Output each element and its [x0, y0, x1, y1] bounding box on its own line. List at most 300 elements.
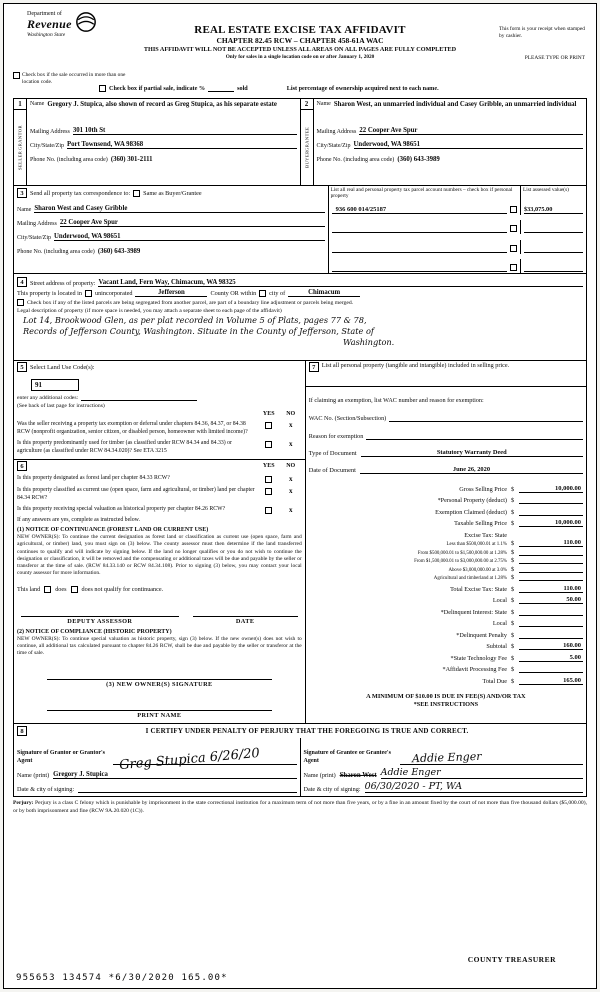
no-header: NO — [286, 463, 296, 470]
signature-grid — [14, 738, 586, 796]
grantee-print-row — [304, 766, 584, 779]
tax-row-value[interactable] — [519, 631, 583, 639]
dollar-sign: $ — [511, 620, 515, 627]
document-type-value[interactable]: Statutory Warranty Deed — [361, 449, 583, 457]
street-address-label: Street address of property: — [30, 280, 96, 287]
dollar-sign: $ — [511, 497, 515, 504]
minimum-due-line-1: A MINIMUM OF $10.00 IS DUE IN FEE(S) AND/OR TAX — [366, 692, 526, 700]
corr-phone-label: Phone No. (including area code) — [17, 249, 95, 255]
tax-row-label: Total Due — [482, 677, 507, 685]
corr-name-value[interactable]: Sharon West and Casey Gribble — [34, 205, 324, 213]
continuance-qualify-row — [17, 586, 302, 593]
question-text: Is this property classified as current use (open space, farm and agricultural, or timber) land per chapter 84.34 RCW? — [17, 487, 255, 501]
precheck-area — [13, 71, 587, 98]
buyer-word: BUYER — [304, 150, 309, 169]
right-column — [306, 361, 586, 723]
city-name-value[interactable]: Chimacum — [288, 289, 360, 297]
tax-row — [309, 573, 583, 582]
buyer-address-row — [317, 122, 584, 135]
parcel-number-field[interactable] — [332, 252, 507, 253]
new-owner-signature-caption: (3) NEW OWNER(S) SIGNATURE — [106, 681, 213, 689]
county-or-within-label: County OR within — [210, 290, 257, 297]
forest-land-question — [17, 475, 302, 483]
assessed-value-field[interactable] — [524, 245, 583, 253]
please-type-note: PLEASE TYPE OR PRINT — [524, 55, 585, 61]
yes-header: YES — [262, 411, 275, 417]
tax-row-label: *Personal Property (deduct) — [437, 497, 507, 504]
seller-address-row — [30, 122, 297, 135]
grantor-signature-line[interactable] — [113, 743, 297, 774]
seller-name-value[interactable]: Gregory J. Stupica, also shown of record as Greg Stupica, as his separate estate — [47, 101, 277, 108]
located-in-label: This property is located in — [17, 290, 82, 297]
section-8-number: 8 — [17, 726, 27, 736]
question-text: Is this property receiving special valuation as historical property per chapter 84.26 RCW? — [17, 506, 226, 513]
section-1-number: 1 — [14, 99, 26, 110]
buyer-phone-value[interactable]: (360) 643-3989 — [397, 156, 440, 163]
tax-row-value[interactable]: 160.00 — [519, 642, 583, 650]
no-answer-mark[interactable]: x — [288, 475, 293, 484]
assessed-value-cell — [520, 240, 586, 254]
seller-word: SELLER — [17, 150, 23, 170]
partial-sale-sold-label: sold — [237, 85, 248, 92]
seller-phone-value[interactable]: (360) 301-2111 — [110, 156, 153, 163]
no-answer-mark[interactable]: x — [288, 487, 293, 496]
grantor-signature-handwriting: Greg Stupica 6/26/20 — [118, 746, 261, 774]
tax-row — [309, 516, 583, 528]
parcel-number-field[interactable] — [332, 232, 507, 233]
yes-header: YES — [262, 463, 275, 470]
corr-address-row — [17, 214, 325, 227]
seller-name-row — [30, 100, 297, 121]
dollar-sign: $ — [511, 485, 515, 493]
form-title: REAL ESTATE EXCISE TAX AFFIDAVIT — [194, 24, 406, 36]
grantor-signature-label: Signature of Grantor or Grantor's Agent — [17, 750, 105, 764]
dollar-sign: $ — [511, 666, 515, 673]
tax-row — [309, 650, 583, 662]
does-label: does — [55, 585, 67, 593]
tax-row — [309, 616, 583, 628]
print-name-line[interactable] — [47, 703, 272, 711]
personal-property-checkbox[interactable] — [510, 264, 517, 271]
yes-no-header-5 — [17, 411, 302, 417]
tax-row-value[interactable]: 165.00 — [519, 677, 583, 685]
corr-phone-row — [17, 242, 325, 255]
unincorporated-checkbox[interactable] — [85, 290, 92, 297]
grantor-print-value[interactable]: Gregory J. Stupica — [53, 771, 296, 779]
tax-row — [309, 593, 583, 605]
ownership-note: List percentage of ownership acquired next to each name. — [286, 85, 439, 92]
designation-section — [14, 460, 305, 723]
tax-row — [309, 604, 583, 616]
dor-logo-text — [27, 11, 72, 38]
parcel-rows — [329, 201, 586, 273]
wac-label: WAC No. (Section/Subsection) — [308, 415, 387, 422]
perjury-label: Perjury: — [13, 800, 34, 807]
land-use-label: Select Land Use Code(s): — [30, 363, 95, 371]
section-7-header — [309, 362, 583, 372]
washington-state-label: Washington State — [27, 32, 66, 38]
deputy-assessor-signature-line[interactable] — [21, 609, 179, 617]
dollar-sign: $ — [511, 574, 515, 581]
notice-continuance-body: NEW OWNER(S): To continue the current designation as forest land or classification as current use (open space, farm and agricultural, or timber) land, you must sign on (3) below. The county assessor must then determine if the land transferred continues to qualify and will indicate by signing below. If the land no longer qualifies or you do not wish to continue the designation or classification, it will be removed and the compensating or additional taxes will be due and payable by the seller or transferor at the time of sale. (RCW 84.33.140 or RCW 84.34.108). Prior to signing (3) below, you may contact your local county assessor for more information. — [17, 534, 302, 577]
reason-field[interactable] — [366, 439, 583, 440]
tax-row-value[interactable] — [519, 531, 583, 539]
tax-row-label: *State Technology Fee — [450, 654, 507, 662]
tax-row-value[interactable] — [519, 608, 583, 616]
assessed-value-field[interactable] — [524, 225, 583, 233]
parcel-panel — [329, 186, 586, 273]
land-use-code-field[interactable]: 91 — [31, 379, 79, 391]
land-use-header — [17, 362, 302, 372]
segregated-checkbox[interactable] — [17, 299, 24, 306]
yes-cell — [258, 421, 280, 436]
dollar-sign: $ — [511, 548, 515, 556]
corr-csz-row — [17, 228, 325, 241]
assessed-value-field[interactable] — [524, 264, 583, 272]
minimum-due-note — [309, 693, 583, 711]
county-name-value[interactable]: Jefferson — [135, 289, 207, 297]
buyer-address-value[interactable]: 22 Cooper Ave Spur — [359, 127, 583, 135]
legal-description-label: Legal description of property (if more space is needed, you may attach a separate sheet to each page of the affidavit) — [17, 308, 282, 314]
buyer-fields — [314, 99, 587, 185]
seller-csz-value[interactable]: Port Townsend, WA 98368 — [67, 141, 297, 149]
dollar-sign: $ — [511, 585, 515, 593]
notice-compliance-body: NEW OWNER(S): To continue special valuation as historic property, sign (3) below. If the new owner(s) does not wish to continue, all additional tax calculated pursuant to chapter 84.26 RCW, shall be due and payable by the seller or transferor at the time of sale. — [17, 635, 302, 657]
section-3-number: 3 — [17, 188, 27, 198]
personal-property-checkbox[interactable] — [510, 206, 517, 213]
city-of-checkbox[interactable] — [259, 290, 266, 297]
buyer-phone-row — [317, 150, 584, 163]
assessor-signature-row — [17, 609, 302, 625]
tax-row-value[interactable]: 110.00 — [519, 539, 583, 547]
tax-row-value[interactable]: 50.00 — [519, 596, 583, 604]
parties-row — [14, 99, 586, 186]
see-back-note: (See back of last page for instructions) — [17, 403, 105, 409]
reason-row — [309, 433, 583, 440]
this-land-label: This land — [17, 585, 41, 593]
legal-line-1: Lot 14, Brookwood Glen, as per plat recorded in Volume 5 of Plats, pages 77 & 78, — [23, 315, 367, 325]
wac-field[interactable] — [389, 421, 583, 422]
current-use-question — [17, 487, 302, 502]
assessor-date-caption: DATE — [235, 617, 255, 625]
grantee-print-handwriting[interactable]: Addie Enger — [381, 767, 583, 779]
form-grid — [13, 98, 587, 797]
partial-sale-row — [99, 84, 439, 92]
chapter-subtitle: CHAPTER 82.45 RCW – CHAPTER 458-61A WAC — [216, 36, 384, 45]
certification-header — [14, 724, 586, 738]
tax-row-value[interactable] — [519, 565, 583, 573]
middle-row — [14, 361, 586, 724]
grantor-signature-row — [17, 739, 297, 774]
parcel-number-field[interactable] — [332, 271, 507, 272]
yes-cell — [258, 506, 280, 514]
corr-address-value[interactable]: 22 Cooper Ave Spur — [60, 219, 325, 227]
grantor-date-row — [17, 780, 297, 793]
tax-row — [309, 547, 583, 556]
document-type-row — [309, 449, 583, 457]
correspondence-label: Send all property tax correspondence to: — [30, 189, 131, 197]
tax-row — [309, 504, 583, 516]
tax-row — [309, 481, 583, 493]
question-text: Is this property predominantly used for timber (as classified under RCW 84.34 and 84.33) or agriculture (as classified under RCW 84.34.020)? See ETA 3215 — [17, 440, 232, 454]
parcel-row — [329, 201, 586, 215]
exemption-deferral-question — [17, 421, 302, 436]
correspondence-section — [14, 186, 329, 273]
deputy-assessor-block — [21, 609, 179, 625]
tax-row-value[interactable]: 5.00 — [519, 654, 583, 662]
additional-codes-field[interactable] — [81, 400, 197, 401]
deputy-assessor-caption: DEPUTY ASSESSOR — [67, 617, 133, 625]
dollar-sign: $ — [511, 654, 515, 662]
timber-agriculture-question — [17, 440, 302, 455]
form-header — [13, 9, 587, 71]
print-name-block — [17, 703, 302, 719]
department-of-label: Department of — [27, 11, 62, 17]
grantee-signature-row — [304, 739, 584, 765]
dollar-sign: $ — [511, 631, 515, 639]
parcel-numbers-header: List all real and personal property tax parcel account numbers – check box if personal property — [330, 187, 513, 200]
personal-property-checkbox[interactable] — [510, 245, 517, 252]
assessed-value-cell — [520, 201, 586, 215]
yes-cell — [258, 440, 280, 455]
yes-no-header-6 — [27, 463, 302, 469]
tax-row-label: From $500,000.01 to $1,500,000.00 at 1.28% — [417, 550, 507, 556]
unincorporated-label: unincorporated — [94, 290, 133, 297]
tax-row-label: Agricultural and timberland at 1.28% — [433, 576, 507, 581]
section-5-number: 5 — [17, 362, 27, 372]
tax-row-value[interactable] — [519, 665, 583, 673]
no-answer-mark[interactable]: x — [288, 440, 293, 449]
dor-logo — [27, 11, 97, 38]
tax-row-value[interactable] — [519, 619, 583, 627]
county-treasurer-label: COUNTY TREASURER — [467, 955, 556, 964]
buyer-section — [300, 99, 587, 185]
grantee-date-row — [304, 780, 584, 793]
parcel-row — [329, 240, 586, 254]
if-yes-note: If any answers are yes, complete as instructed below. — [17, 517, 140, 524]
yes-checkbox[interactable] — [265, 488, 272, 495]
tax-row — [309, 673, 583, 685]
tax-row-value[interactable] — [519, 573, 583, 581]
street-address-value[interactable]: Vacant Land, Fern Way, Chimacum, WA 98325 — [98, 279, 583, 287]
partial-sale-label: Check box if partial sale, indicate % — [109, 85, 206, 92]
seller-name-label: Name — [30, 101, 45, 107]
section-2-number: 2 — [301, 99, 313, 110]
seller-csz-row — [30, 136, 297, 149]
tax-row — [309, 539, 583, 548]
dollar-sign: $ — [511, 565, 515, 573]
legal-description-handwriting[interactable] — [17, 314, 583, 358]
legal-line-2: Records of Jefferson County, Washington. Situate in the County of Jefferson, State of — [23, 326, 374, 337]
assessor-date-line[interactable] — [193, 609, 298, 617]
same-as-buyer-label: Same as Buyer/Grantee — [143, 189, 202, 197]
grantee-date-value[interactable]: 06/30/2020 - PT, WA — [365, 781, 583, 793]
segregated-row — [17, 299, 583, 306]
grantor-date-value[interactable] — [78, 792, 296, 793]
question-text: Is this property designated as forest land per chapter 84.33 RCW? — [17, 475, 170, 482]
perjury-body: Perjury is a class C felony which is punishable by imprisonment in the state correctional institution for a maximum term of not more than five years, or by a fine in an amount fixed by the court of not more than five thousand dollars ($5,000.00), or by both imprisonment and fine (RCW 9A.20.020 (1C)). — [13, 800, 587, 814]
tax-row — [309, 581, 583, 593]
document-date-label: Date of Document — [308, 467, 356, 474]
corr-csz-value[interactable]: Underwood, WA 98651 — [54, 233, 325, 241]
perjury-statement — [13, 800, 587, 815]
dollar-sign: $ — [511, 520, 515, 527]
tax-row-label: Subtotal — [486, 643, 507, 650]
dollar-sign: $ — [511, 608, 515, 616]
buyer-csz-value[interactable]: Underwood, WA 98651 — [354, 141, 584, 149]
tax-row-value[interactable] — [519, 508, 583, 516]
tax-row-label: Less than $500,000.01 at 1.1% — [446, 542, 507, 547]
document-date-row — [309, 466, 583, 474]
grantee-signature-handwriting: Addie Enger — [411, 750, 482, 766]
correspondence-header — [17, 187, 325, 199]
seller-side-rail — [14, 99, 27, 185]
property-section — [14, 274, 586, 361]
tax-row-value[interactable]: 10,000.00 — [519, 485, 583, 493]
tax-row-label: *Affidavit Processing Fee — [442, 666, 507, 673]
same-as-buyer-checkbox[interactable] — [133, 190, 140, 197]
multi-location-checkbox[interactable] — [13, 72, 20, 79]
seller-phone-label: Phone No. (including area code) — [30, 157, 108, 163]
tax-row — [309, 662, 583, 674]
parcel-row — [329, 259, 586, 273]
assessor-date-block — [193, 609, 298, 625]
seller-address-label: Mailing Address — [30, 129, 70, 135]
personal-property-label: List all personal property (tangible and intangible) included in selling price. — [321, 362, 510, 369]
yes-checkbox[interactable] — [265, 476, 272, 483]
buyer-csz-row — [317, 136, 584, 149]
land-use-code-row — [31, 374, 302, 392]
corr-phone-value[interactable]: (360) 643-3989 — [97, 248, 141, 255]
no-header: NO — [286, 411, 296, 417]
tax-row-label: Gross Selling Price — [459, 485, 507, 493]
seller-csz-label: City/State/Zip — [30, 143, 64, 149]
assessed-values-header: List assessed value(s) — [520, 186, 586, 201]
buyer-phone-label: Phone No. (including area code) — [316, 157, 395, 163]
additional-codes-row — [17, 395, 197, 401]
section-7-number: 7 — [309, 362, 319, 372]
yes-cell — [258, 487, 280, 502]
buyer-address-label: Mailing Address — [316, 129, 357, 135]
personal-property-checkbox[interactable] — [510, 225, 517, 232]
partial-sale-checkbox[interactable] — [99, 85, 106, 92]
seller-fields — [27, 99, 300, 185]
new-owner-signature-line[interactable] — [47, 672, 272, 680]
tax-row-label: Exemption Claimed (deduct) — [435, 508, 507, 516]
tax-row-label: From $1,500,000.01 to $3,000,000.00 at 2.75% — [414, 559, 507, 564]
seller-phone-row — [30, 150, 297, 163]
notice-continuance-title: (1) NOTICE OF CONTINUANCE (FOREST LAND OR CURRENT USE) — [17, 527, 209, 534]
tax-row-label: Total Excise Tax: State — [450, 585, 507, 593]
excise-tax-table — [309, 481, 583, 685]
grantor-print-label: Name (print) — [17, 772, 50, 780]
revenue-swirl-icon — [75, 11, 97, 33]
reason-label: Reason for exemption — [308, 433, 364, 440]
assessed-value-cell — [520, 259, 586, 273]
no-answer-mark[interactable]: x — [288, 421, 293, 429]
corr-name-label: Name — [17, 207, 32, 213]
yes-checkbox[interactable] — [265, 507, 272, 514]
no-answer-mark[interactable]: x — [288, 506, 293, 515]
grantee-signature-line[interactable] — [400, 743, 584, 765]
grantor-word: GRANTOR — [17, 125, 23, 151]
seller-address-value[interactable]: 301 10th St — [73, 127, 297, 135]
tax-row — [309, 639, 583, 651]
affidavit-page — [3, 3, 597, 989]
tax-row-label: Taxable Selling Price — [454, 520, 507, 527]
yes-checkbox[interactable] — [265, 441, 272, 448]
question-text: Was the seller receiving a property tax exemption or deferral under chapters 84.36, 84.37, or 84.38 RCW (nonprofit organization, senior citizen, or disabled person, homeowner with limited income)? — [17, 421, 248, 435]
grantee-signature-column — [300, 738, 587, 796]
assessed-value-field[interactable]: $33,075.00 — [524, 206, 583, 214]
corr-csz-label: City/State/Zip — [17, 235, 51, 241]
buyer-name-value[interactable]: Sharon West, an unmarried individual and Casey Gribble, an unmarried individual — [333, 101, 577, 108]
buyer-name-label: Name — [316, 101, 331, 107]
multi-location-label: Check box if the sale occurred in more than one location code. — [22, 72, 126, 85]
location-row — [17, 289, 583, 297]
tax-row-value[interactable]: 110.00 — [519, 585, 583, 593]
document-date-value[interactable]: June 26, 2020 — [360, 466, 583, 474]
tax-row-label: Local — [492, 597, 507, 604]
seller-section — [14, 99, 300, 185]
tax-row-value[interactable]: 10,000.00 — [519, 519, 583, 527]
tax-row-value[interactable] — [519, 548, 583, 556]
left-column — [14, 361, 306, 723]
document-type-label: Type of Document — [308, 450, 357, 457]
corr-address-label: Mailing Address — [17, 221, 57, 227]
grantee-print-struck-value: Sharon West — [339, 772, 377, 780]
land-use-section — [14, 361, 305, 460]
partial-sale-percent-field[interactable] — [208, 84, 234, 92]
additional-codes-label: enter any additional codes: — [17, 395, 79, 401]
does-checkbox[interactable] — [44, 586, 51, 593]
street-address-row — [17, 275, 583, 287]
buyer-side-rail — [301, 99, 314, 185]
certification-section — [14, 724, 586, 796]
dollar-sign: $ — [511, 677, 515, 685]
tax-row-label: *Delinquent Penalty — [456, 631, 507, 639]
parcel-number-field[interactable]: 936 600 014/25187 — [332, 206, 507, 214]
only-for-note: Only for sales in a single location code on or after January 1, 2020 — [225, 54, 375, 60]
does-not-checkbox[interactable] — [71, 586, 78, 593]
tax-row-value[interactable] — [519, 556, 583, 564]
yes-checkbox[interactable] — [265, 422, 272, 429]
notice-compliance-title: (2) NOTICE OF COMPLIANCE (HISTORIC PROPERTY) — [17, 628, 172, 635]
dollar-sign: $ — [511, 597, 515, 604]
tax-row-value[interactable] — [519, 496, 583, 504]
tax-row — [309, 564, 583, 573]
section-6-header — [17, 461, 302, 471]
buyer-name-row — [317, 100, 584, 121]
grantee-signature-label: Signature of Grantee or Grantee's Agent — [303, 750, 391, 764]
dollar-sign: $ — [511, 643, 515, 650]
revenue-label: Revenue — [27, 17, 72, 31]
historic-property-question — [17, 506, 302, 514]
tax-row-label: Above $3,000,000.00 at 3.0% — [448, 567, 507, 573]
assessed-value-cell — [520, 220, 586, 234]
yes-cell — [258, 475, 280, 483]
buyer-csz-label: City/State/Zip — [316, 143, 351, 149]
print-name-caption: PRINT NAME — [137, 712, 182, 720]
corr-name-row — [17, 200, 325, 213]
legal-line-3: Washington. — [343, 337, 395, 348]
minimum-due-line-2: *SEE INSTRUCTIONS — [413, 701, 479, 709]
exemption-intro: If claiming an exemption, list WAC number and reason for exemption: — [308, 397, 484, 404]
does-not-label: does not qualify for continuance. — [81, 585, 164, 593]
certify-statement: I CERTIFY UNDER PENALTY OF PERJURY THAT THE FOREGOING IS TRUE AND CORRECT. — [145, 727, 469, 736]
grantee-date-label: Date & city of signing: — [303, 786, 361, 794]
correspondence-row — [14, 186, 586, 274]
